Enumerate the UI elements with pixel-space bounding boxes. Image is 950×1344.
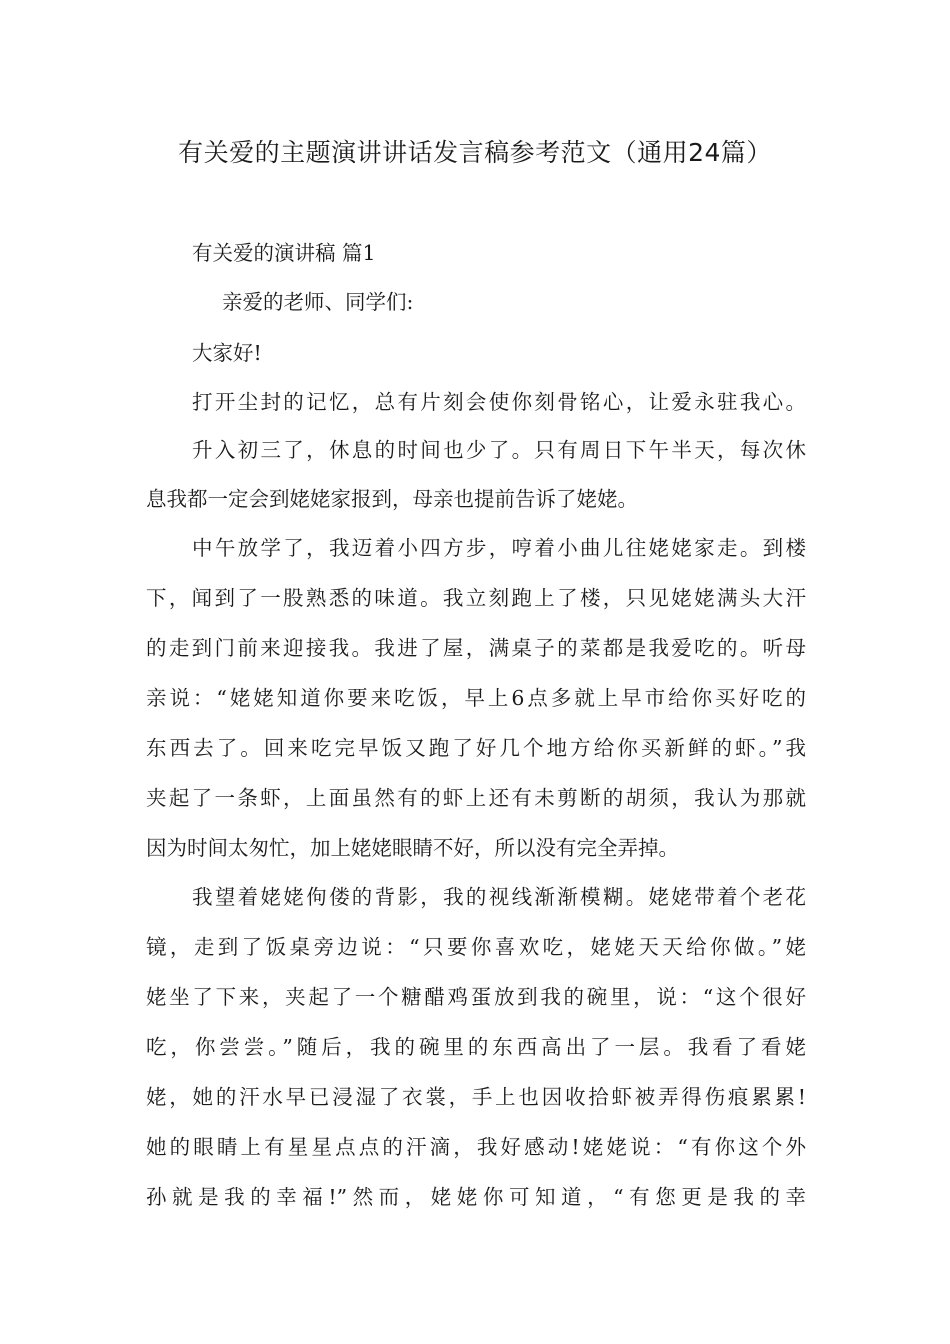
paragraph-line: 她的眼睛上有星星点点的汗滴，我好感动!姥姥说：“有你这个外: [146, 1135, 806, 1159]
document-title: 有关爱的主题演讲讲话发言稿参考范文（通用24篇）: [178, 138, 772, 167]
paragraph-line: 亲说：“姥姥知道你要来吃饭，早上6点多就上早市给你买好吃的: [146, 686, 806, 710]
paragraph-line: 的走到门前来迎接我。我进了屋，满桌子的菜都是我爱吃的。听母: [146, 636, 806, 660]
paragraph-line: 下，闻到了一股熟悉的味道。我立刻跑上了楼，只见姥姥满头大汗: [146, 586, 806, 610]
paragraph-line: 因为时间太匆忙，加上姥姥眼睛不好，所以没有完全弄掉。: [146, 836, 679, 860]
paragraph-line: 姥坐了下来，夹起了一个糖醋鸡蛋放到我的碗里，说：“这个很好: [146, 985, 806, 1009]
paragraph-line: 镜，走到了饭桌旁边说：“只要你喜欢吃，姥姥天天给你做。”姥: [146, 935, 806, 959]
paragraph-line: 吃，你尝尝。”随后，我的碗里的东西高出了一层。我看了看姥: [146, 1035, 806, 1059]
paragraph-line: 息我都一定会到姥姥家报到，母亲也提前告诉了姥姥。: [146, 487, 638, 511]
paragraph-line: 姥，她的汗水早已浸湿了衣裳，手上也因收拾虾被弄得伤痕累累!: [146, 1085, 806, 1109]
paragraph-line: 我望着姥姥佝偻的背影，我的视线渐渐模糊。姥姥带着个老花: [192, 885, 806, 909]
paragraph-line: 孙就是我的幸福!”然而，姥姥你可知道，“有您更是我的幸: [146, 1185, 806, 1209]
salutation: 亲爱的老师、同学们:: [222, 290, 414, 314]
paragraph-line: 东西去了。回来吃完早饭又跑了好几个地方给你买新鲜的虾。”我: [146, 736, 806, 760]
greeting: 大家好!: [192, 341, 262, 365]
paragraph-line: 中午放学了，我迈着小四方步，哼着小曲儿往姥姥家走。到楼: [192, 536, 806, 560]
paragraph-line: 打开尘封的记忆，总有片刻会使你刻骨铭心，让爱永驻我心。: [192, 390, 806, 414]
paragraph-line: 夹起了一条虾，上面虽然有的虾上还有未剪断的胡须，我认为那就: [146, 786, 806, 810]
paragraph-line: 升入初三了，休息的时间也少了。只有周日下午半天，每次休: [192, 438, 806, 462]
section-heading: 有关爱的演讲稿 篇1: [192, 241, 376, 265]
